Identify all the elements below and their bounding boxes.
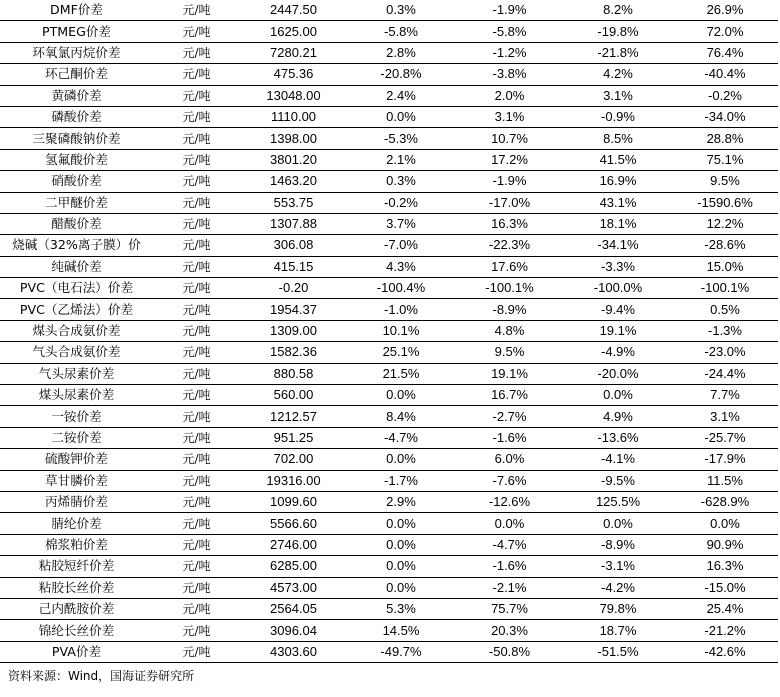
item-name-cell: 一铵价差	[0, 406, 153, 427]
spread-value-cell: 1582.36	[240, 342, 347, 363]
item-name-cell: 三聚磷酸钠价差	[0, 128, 153, 149]
change-4-cell: -24.4%	[672, 363, 778, 384]
unit-cell: 元/吨	[153, 213, 240, 234]
table-row	[0, 342, 778, 363]
change-3-cell: 0.0%	[564, 385, 672, 406]
spread-value-cell: 1212.57	[240, 406, 347, 427]
change-3-cell: 79.8%	[564, 598, 672, 619]
source-note: 资料来源：Wind，国海证券研究所	[8, 669, 195, 683]
change-4-cell: -1.3%	[672, 320, 778, 341]
table-row	[0, 556, 778, 577]
spread-value-cell: 553.75	[240, 192, 347, 213]
item-name-cell: 煤头尿素价差	[0, 385, 153, 406]
change-2-cell: 75.7%	[455, 598, 564, 619]
unit-cell: 元/吨	[153, 21, 240, 42]
item-name-cell: 二甲醚价差	[0, 192, 153, 213]
table-row	[0, 21, 778, 42]
change-3-cell: 8.5%	[564, 128, 672, 149]
change-1-cell: 4.3%	[347, 256, 455, 277]
change-2-cell: 0.0%	[455, 513, 564, 534]
change-2-cell: -12.6%	[455, 491, 564, 512]
unit-cell: 元/吨	[153, 342, 240, 363]
change-3-cell: 41.5%	[564, 149, 672, 170]
spread-value-cell: 560.00	[240, 385, 347, 406]
change-2-cell: -1.6%	[455, 427, 564, 448]
spread-value-cell: 702.00	[240, 449, 347, 470]
unit-cell: 元/吨	[153, 577, 240, 598]
spread-value-cell: 1954.37	[240, 299, 347, 320]
change-3-cell: -8.9%	[564, 534, 672, 555]
table-row	[0, 534, 778, 555]
item-name-cell: 磷酸价差	[0, 106, 153, 127]
spread-value-cell: 4573.00	[240, 577, 347, 598]
spread-value-cell: 880.58	[240, 363, 347, 384]
change-3-cell: -13.6%	[564, 427, 672, 448]
change-2-cell: -1.9%	[455, 0, 564, 21]
change-1-cell: 3.7%	[347, 213, 455, 234]
item-name-cell: 粘胶长丝价差	[0, 577, 153, 598]
change-4-cell: -15.0%	[672, 577, 778, 598]
table-row	[0, 171, 778, 192]
change-1-cell: 0.0%	[347, 106, 455, 127]
change-2-cell: -22.3%	[455, 235, 564, 256]
change-4-cell: -628.9%	[672, 491, 778, 512]
change-2-cell: -4.7%	[455, 534, 564, 555]
unit-cell: 元/吨	[153, 406, 240, 427]
change-2-cell: 16.3%	[455, 213, 564, 234]
change-3-cell: 19.1%	[564, 320, 672, 341]
change-1-cell: -20.8%	[347, 64, 455, 85]
change-4-cell: 9.5%	[672, 171, 778, 192]
change-3-cell: 8.2%	[564, 0, 672, 21]
unit-cell: 元/吨	[153, 235, 240, 256]
table-row	[0, 235, 778, 256]
change-1-cell: 21.5%	[347, 363, 455, 384]
item-name-cell: 硫酸钾价差	[0, 449, 153, 470]
change-4-cell: -21.2%	[672, 620, 778, 641]
change-1-cell: -5.3%	[347, 128, 455, 149]
change-2-cell: 17.2%	[455, 149, 564, 170]
change-1-cell: -1.7%	[347, 470, 455, 491]
change-3-cell: -21.8%	[564, 42, 672, 63]
change-3-cell: 18.1%	[564, 213, 672, 234]
table-row	[0, 641, 778, 662]
change-1-cell: 8.4%	[347, 406, 455, 427]
change-2-cell: 3.1%	[455, 106, 564, 127]
table-row	[0, 64, 778, 85]
table-row	[0, 620, 778, 641]
change-3-cell: 3.1%	[564, 85, 672, 106]
change-2-cell: -1.2%	[455, 42, 564, 63]
change-4-cell: 72.0%	[672, 21, 778, 42]
change-2-cell: 2.0%	[455, 85, 564, 106]
change-4-cell: 75.1%	[672, 149, 778, 170]
change-1-cell: 10.1%	[347, 320, 455, 341]
spread-value-cell: 1463.20	[240, 171, 347, 192]
spread-value-cell: 1398.00	[240, 128, 347, 149]
change-2-cell: 9.5%	[455, 342, 564, 363]
unit-cell: 元/吨	[153, 534, 240, 555]
table-row	[0, 0, 778, 21]
unit-cell: 元/吨	[153, 320, 240, 341]
spread-value-cell: -0.20	[240, 278, 347, 299]
unit-cell: 元/吨	[153, 192, 240, 213]
change-4-cell: 0.5%	[672, 299, 778, 320]
change-2-cell: -2.7%	[455, 406, 564, 427]
table-row	[0, 85, 778, 106]
change-3-cell: 18.7%	[564, 620, 672, 641]
unit-cell: 元/吨	[153, 620, 240, 641]
change-1-cell: -0.2%	[347, 192, 455, 213]
change-1-cell: 5.3%	[347, 598, 455, 619]
unit-cell: 元/吨	[153, 64, 240, 85]
table-row	[0, 598, 778, 619]
change-3-cell: -9.5%	[564, 470, 672, 491]
spread-value-cell: 415.15	[240, 256, 347, 277]
unit-cell: 元/吨	[153, 641, 240, 662]
change-2-cell: 16.7%	[455, 385, 564, 406]
spread-value-cell: 19316.00	[240, 470, 347, 491]
change-3-cell: 4.9%	[564, 406, 672, 427]
change-3-cell: -3.3%	[564, 256, 672, 277]
change-1-cell: 14.5%	[347, 620, 455, 641]
unit-cell: 元/吨	[153, 513, 240, 534]
spread-value-cell: 3096.04	[240, 620, 347, 641]
change-2-cell: -50.8%	[455, 641, 564, 662]
item-name-cell: 棉浆粕价差	[0, 534, 153, 555]
change-1-cell: 2.1%	[347, 149, 455, 170]
change-3-cell: 16.9%	[564, 171, 672, 192]
change-1-cell: -5.8%	[347, 21, 455, 42]
table-row	[0, 149, 778, 170]
change-1-cell: -49.7%	[347, 641, 455, 662]
table-row	[0, 406, 778, 427]
table-row	[0, 213, 778, 234]
unit-cell: 元/吨	[153, 256, 240, 277]
spread-value-cell: 7280.21	[240, 42, 347, 63]
unit-cell: 元/吨	[153, 299, 240, 320]
unit-cell: 元/吨	[153, 106, 240, 127]
change-2-cell: -7.6%	[455, 470, 564, 491]
spread-value-cell: 475.36	[240, 64, 347, 85]
change-3-cell: -4.1%	[564, 449, 672, 470]
change-2-cell: 4.8%	[455, 320, 564, 341]
item-name-cell: 气头合成氨价差	[0, 342, 153, 363]
unit-cell: 元/吨	[153, 278, 240, 299]
item-name-cell: 纯碱价差	[0, 256, 153, 277]
table-row	[0, 427, 778, 448]
change-3-cell: -20.0%	[564, 363, 672, 384]
change-4-cell: 7.7%	[672, 385, 778, 406]
item-name-cell: 气头尿素价差	[0, 363, 153, 384]
change-4-cell: 15.0%	[672, 256, 778, 277]
item-name-cell: 醋酸价差	[0, 213, 153, 234]
change-1-cell: 0.0%	[347, 513, 455, 534]
change-3-cell: -4.9%	[564, 342, 672, 363]
change-1-cell: 2.9%	[347, 491, 455, 512]
item-name-cell: 丙烯腈价差	[0, 491, 153, 512]
item-name-cell: PVC（电石法）价差	[0, 278, 153, 299]
change-2-cell: -8.9%	[455, 299, 564, 320]
item-name-cell: PTMEG价差	[0, 21, 153, 42]
table-row	[0, 363, 778, 384]
unit-cell: 元/吨	[153, 128, 240, 149]
change-1-cell: 0.0%	[347, 577, 455, 598]
change-1-cell: 25.1%	[347, 342, 455, 363]
unit-cell: 元/吨	[153, 385, 240, 406]
item-name-cell: PVC（乙烯法）价差	[0, 299, 153, 320]
change-4-cell: 28.8%	[672, 128, 778, 149]
change-1-cell: 0.0%	[347, 534, 455, 555]
item-name-cell: DMF价差	[0, 0, 153, 21]
item-name-cell: 环己酮价差	[0, 64, 153, 85]
change-4-cell: 0.0%	[672, 513, 778, 534]
change-3-cell: 43.1%	[564, 192, 672, 213]
change-3-cell: -9.4%	[564, 299, 672, 320]
spread-value-cell: 2746.00	[240, 534, 347, 555]
unit-cell: 元/吨	[153, 598, 240, 619]
unit-cell: 元/吨	[153, 427, 240, 448]
change-4-cell: -34.0%	[672, 106, 778, 127]
spread-value-cell: 1099.60	[240, 491, 347, 512]
table-row	[0, 192, 778, 213]
item-name-cell: 烧碱（32%离子膜）价	[0, 235, 153, 256]
change-1-cell: 2.8%	[347, 42, 455, 63]
spread-value-cell: 1625.00	[240, 21, 347, 42]
item-name-cell: 粘胶短纤价差	[0, 556, 153, 577]
change-4-cell: -23.0%	[672, 342, 778, 363]
change-1-cell: -1.0%	[347, 299, 455, 320]
unit-cell: 元/吨	[153, 470, 240, 491]
spread-value-cell: 5566.60	[240, 513, 347, 534]
item-name-cell: 己内酰胺价差	[0, 598, 153, 619]
change-2-cell: 6.0%	[455, 449, 564, 470]
change-4-cell: -100.1%	[672, 278, 778, 299]
change-1-cell: 0.0%	[347, 556, 455, 577]
table-row	[0, 106, 778, 127]
table-row	[0, 278, 778, 299]
spread-value-cell: 2447.50	[240, 0, 347, 21]
change-4-cell: 76.4%	[672, 42, 778, 63]
change-4-cell: -0.2%	[672, 85, 778, 106]
unit-cell: 元/吨	[153, 556, 240, 577]
change-4-cell: -42.6%	[672, 641, 778, 662]
spread-value-cell: 3801.20	[240, 149, 347, 170]
change-4-cell: 90.9%	[672, 534, 778, 555]
spread-value-cell: 1309.00	[240, 320, 347, 341]
table-row	[0, 577, 778, 598]
change-4-cell: -1590.6%	[672, 192, 778, 213]
spread-value-cell: 4303.60	[240, 641, 347, 662]
change-4-cell: -25.7%	[672, 427, 778, 448]
unit-cell: 元/吨	[153, 149, 240, 170]
item-name-cell: 锦纶长丝价差	[0, 620, 153, 641]
item-name-cell: 煤头合成氨价差	[0, 320, 153, 341]
change-2-cell: -2.1%	[455, 577, 564, 598]
spread-value-cell: 951.25	[240, 427, 347, 448]
change-4-cell: -28.6%	[672, 235, 778, 256]
unit-cell: 元/吨	[153, 363, 240, 384]
change-4-cell: 26.9%	[672, 0, 778, 21]
table-row	[0, 128, 778, 149]
table-row	[0, 491, 778, 512]
change-1-cell: 2.4%	[347, 85, 455, 106]
change-4-cell: -17.9%	[672, 449, 778, 470]
change-3-cell: -3.1%	[564, 556, 672, 577]
item-name-cell: 氢氟酸价差	[0, 149, 153, 170]
change-1-cell: 0.0%	[347, 449, 455, 470]
spread-value-cell: 6285.00	[240, 556, 347, 577]
table-row	[0, 470, 778, 491]
change-2-cell: -1.6%	[455, 556, 564, 577]
change-2-cell: -100.1%	[455, 278, 564, 299]
item-name-cell: 草甘膦价差	[0, 470, 153, 491]
table-row	[0, 299, 778, 320]
change-2-cell: -17.0%	[455, 192, 564, 213]
change-2-cell: 19.1%	[455, 363, 564, 384]
change-1-cell: -4.7%	[347, 427, 455, 448]
table-row	[0, 513, 778, 534]
table-row	[0, 449, 778, 470]
change-4-cell: 11.5%	[672, 470, 778, 491]
change-1-cell: 0.3%	[347, 171, 455, 192]
item-name-cell: PVA价差	[0, 641, 153, 662]
table-row	[0, 320, 778, 341]
change-3-cell: 0.0%	[564, 513, 672, 534]
change-3-cell: -19.8%	[564, 21, 672, 42]
change-3-cell: 4.2%	[564, 64, 672, 85]
change-3-cell: -34.1%	[564, 235, 672, 256]
change-4-cell: -40.4%	[672, 64, 778, 85]
change-3-cell: -4.2%	[564, 577, 672, 598]
change-3-cell: -51.5%	[564, 641, 672, 662]
change-2-cell: -1.9%	[455, 171, 564, 192]
spread-value-cell: 1307.88	[240, 213, 347, 234]
unit-cell: 元/吨	[153, 449, 240, 470]
change-4-cell: 16.3%	[672, 556, 778, 577]
change-2-cell: -5.8%	[455, 21, 564, 42]
change-2-cell: 20.3%	[455, 620, 564, 641]
change-4-cell: 25.4%	[672, 598, 778, 619]
item-name-cell: 黄磷价差	[0, 85, 153, 106]
change-4-cell: 12.2%	[672, 213, 778, 234]
change-3-cell: 125.5%	[564, 491, 672, 512]
item-name-cell: 环氧氯丙烷价差	[0, 42, 153, 63]
change-1-cell: 0.3%	[347, 0, 455, 21]
unit-cell: 元/吨	[153, 0, 240, 21]
spread-value-cell: 2564.05	[240, 598, 347, 619]
item-name-cell: 硝酸价差	[0, 171, 153, 192]
change-3-cell: -0.9%	[564, 106, 672, 127]
spread-value-cell: 306.08	[240, 235, 347, 256]
change-3-cell: -100.0%	[564, 278, 672, 299]
item-name-cell: 二铵价差	[0, 427, 153, 448]
change-1-cell: -100.4%	[347, 278, 455, 299]
change-2-cell: 10.7%	[455, 128, 564, 149]
change-2-cell: -3.8%	[455, 64, 564, 85]
change-1-cell: -7.0%	[347, 235, 455, 256]
table-row	[0, 42, 778, 63]
unit-cell: 元/吨	[153, 491, 240, 512]
change-4-cell: 3.1%	[672, 406, 778, 427]
unit-cell: 元/吨	[153, 171, 240, 192]
spread-value-cell: 1110.00	[240, 106, 347, 127]
unit-cell: 元/吨	[153, 85, 240, 106]
table-row	[0, 256, 778, 277]
change-1-cell: 0.0%	[347, 385, 455, 406]
table-row	[0, 385, 778, 406]
unit-cell: 元/吨	[153, 42, 240, 63]
change-2-cell: 17.6%	[455, 256, 564, 277]
spread-value-cell: 13048.00	[240, 85, 347, 106]
item-name-cell: 腈纶价差	[0, 513, 153, 534]
